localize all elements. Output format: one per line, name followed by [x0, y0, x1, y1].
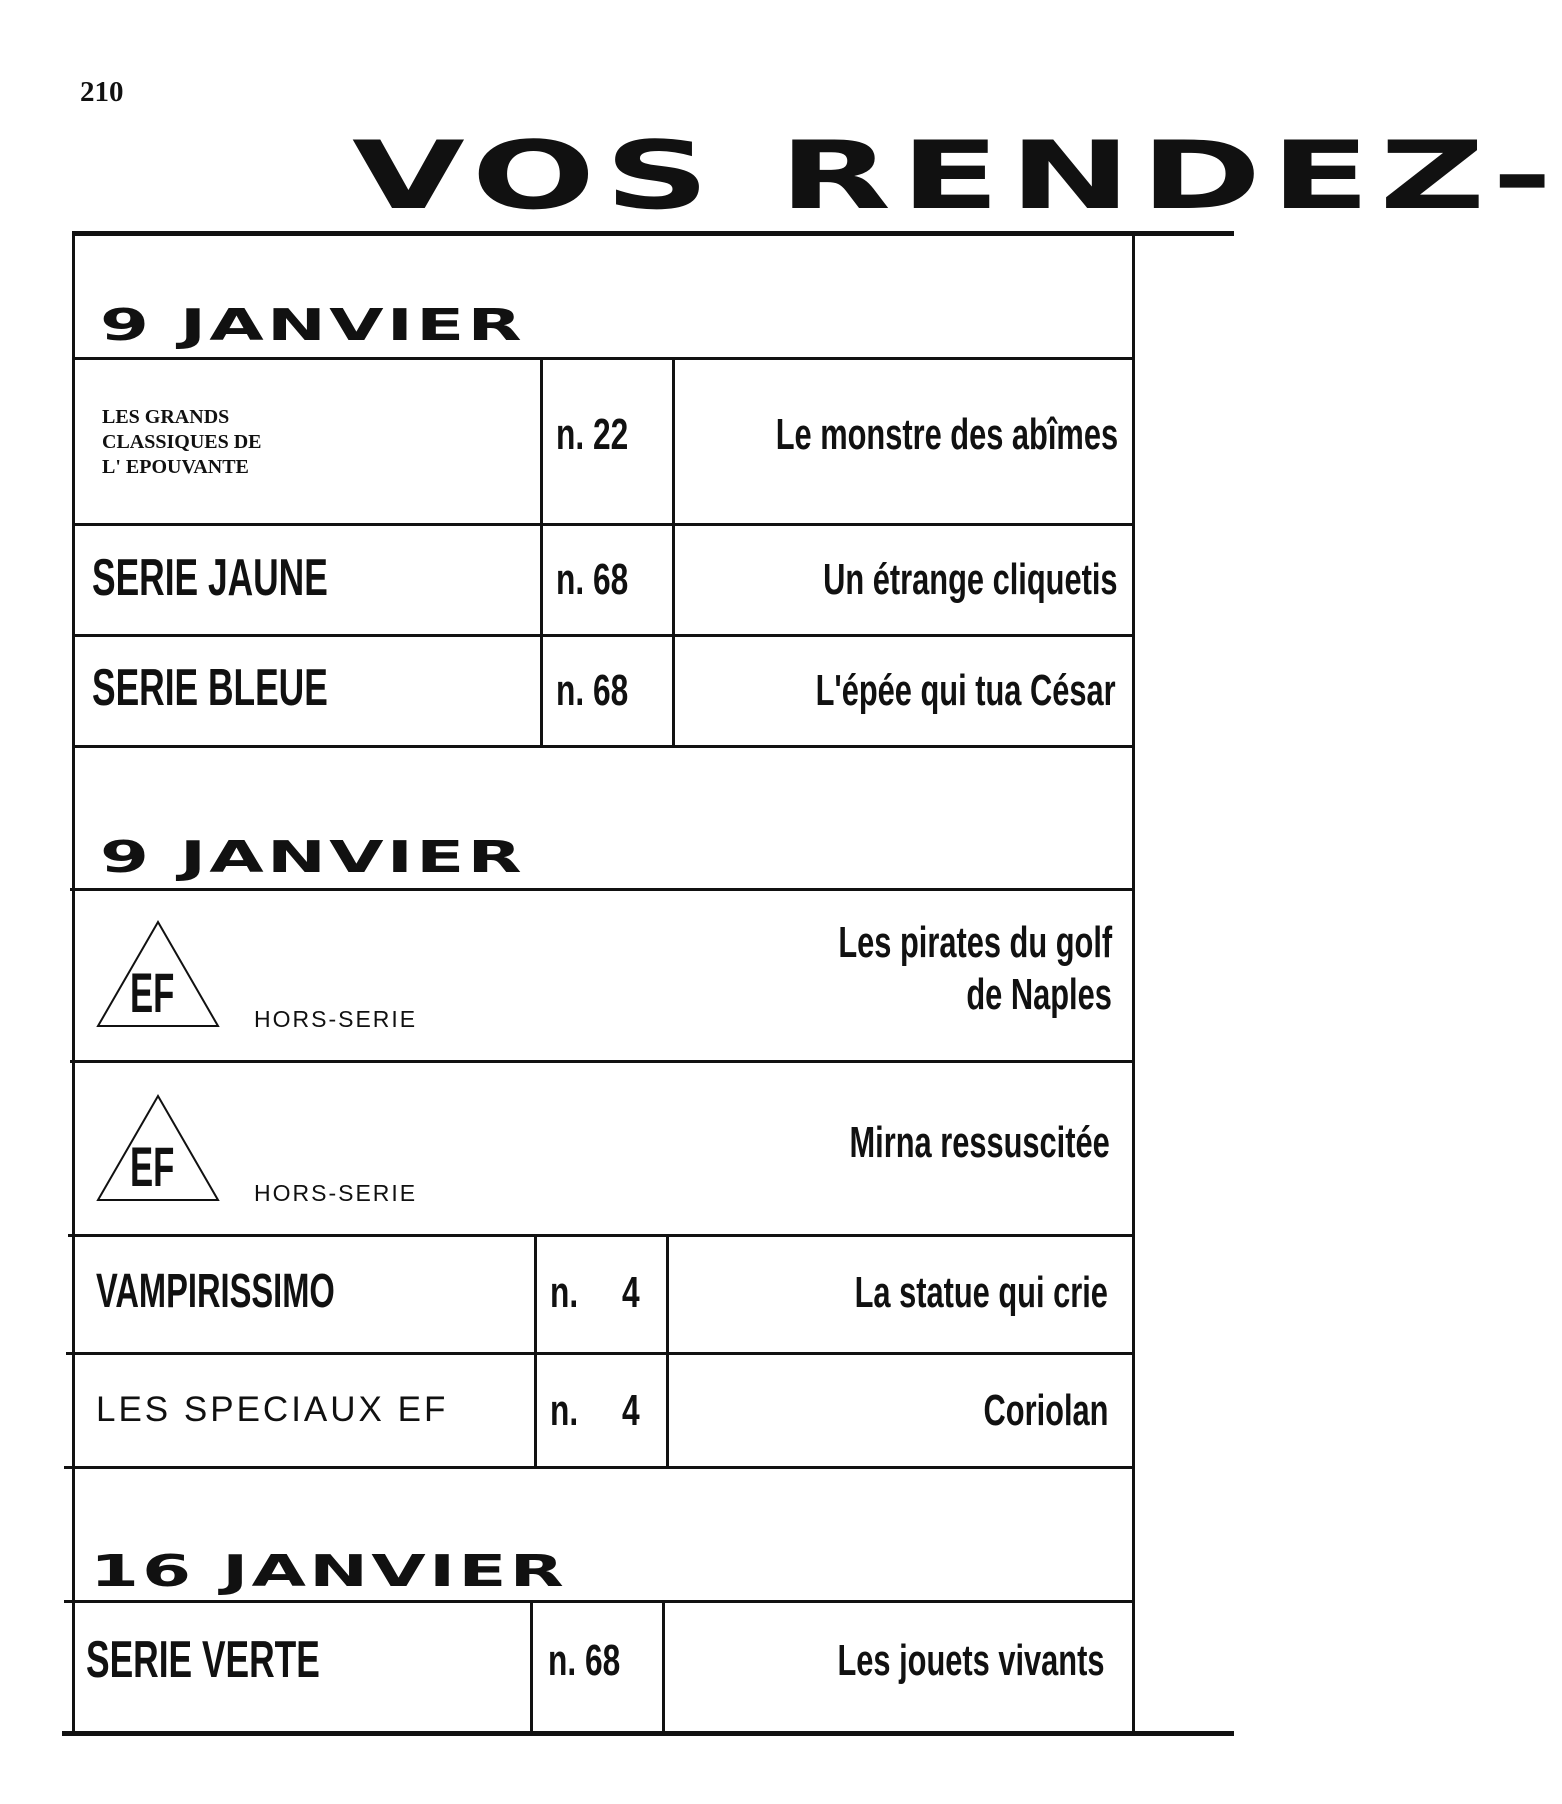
- series-line: L' EPOUVANTE: [102, 456, 249, 478]
- section-date: 16 JANVIER: [90, 1546, 568, 1597]
- frame-right: [1132, 235, 1135, 1735]
- column-divider: [530, 1600, 533, 1732]
- book-title: Le monstre des abîmes: [775, 410, 1118, 459]
- issue-number-value: 4: [622, 1268, 640, 1317]
- issue-number: n.: [550, 1386, 579, 1435]
- series-name: LES SPECIAUX EF: [96, 1390, 449, 1429]
- book-title: Un étrange cliquetis: [823, 555, 1118, 604]
- book-title: de Naples: [966, 970, 1112, 1019]
- divider: [70, 1060, 1134, 1063]
- series-name: SERIE VERTE: [86, 1631, 320, 1689]
- column-divider: [672, 357, 675, 745]
- column-divider: [666, 1234, 669, 1466]
- logo-text: EF: [130, 1135, 175, 1198]
- book-title: Les jouets vivants: [836, 1636, 1104, 1685]
- series-line: CLASSIQUES DE: [102, 431, 262, 453]
- issue-number: n. 22: [556, 410, 629, 459]
- series-line: LES GRANDS: [102, 406, 230, 428]
- divider: [72, 357, 1134, 360]
- column-divider: [540, 357, 543, 745]
- section-date: 9 JANVIER: [100, 300, 525, 351]
- series-name: VAMPIRISSIMO: [96, 1265, 335, 1318]
- page-number: 210: [80, 76, 124, 108]
- frame-left: [72, 235, 75, 1735]
- book-title: La statue qui crie: [854, 1268, 1108, 1317]
- divider: [72, 523, 1134, 526]
- series-name: [102, 405, 322, 480]
- series-name: SERIE JAUNE: [92, 549, 328, 607]
- divider: [72, 745, 1134, 748]
- divider: [64, 1600, 1134, 1603]
- divider: [64, 1466, 1134, 1469]
- issue-number-value: 4: [622, 1386, 640, 1435]
- hors-serie-label: HORS-SERIE: [254, 1006, 418, 1032]
- logo-text: EF: [130, 961, 175, 1024]
- book-title: L'épée qui tua César: [815, 666, 1116, 715]
- column-divider: [534, 1234, 537, 1466]
- divider: [66, 1352, 1134, 1355]
- issue-number: n. 68: [548, 1636, 621, 1685]
- issue-number: n. 68: [556, 555, 629, 604]
- book-title: Les pirates du golf: [838, 918, 1112, 967]
- hors-serie-label: HORS-SERIE: [254, 1180, 418, 1206]
- column-divider: [662, 1600, 665, 1732]
- divider: [72, 634, 1134, 637]
- divider: [70, 888, 1134, 891]
- book-title: Mirna ressuscitée: [849, 1118, 1110, 1167]
- series-name: SERIE BLEUE: [92, 659, 328, 717]
- issue-number: n. 68: [556, 666, 629, 715]
- book-title: Coriolan: [983, 1386, 1108, 1435]
- divider: [68, 1234, 1134, 1237]
- top-rule: [72, 231, 1234, 236]
- headline: VOS RENDEZ-: [352, 122, 1562, 231]
- issue-number: n.: [550, 1268, 579, 1317]
- bottom-rule: [62, 1731, 1234, 1736]
- section-date: 9 JANVIER: [100, 832, 525, 883]
